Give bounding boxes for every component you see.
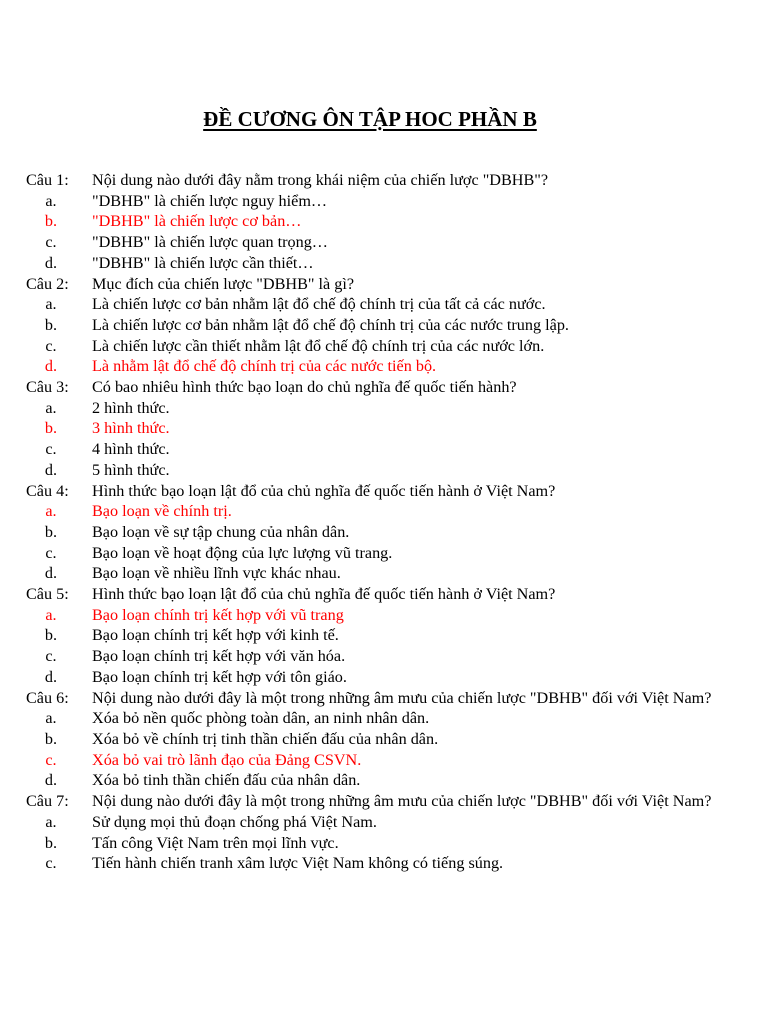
option-letter: a. (45, 812, 57, 831)
correct-answer-option (26, 605, 746, 626)
option-letter: c. (45, 750, 57, 769)
option-letter: b. (44, 419, 58, 438)
option-letter: a. (45, 605, 57, 624)
option-letter: d. (44, 564, 58, 583)
question-3 (26, 377, 746, 398)
option-text: Bạo loạn về sự tập chung của nhân dân. (92, 522, 350, 541)
option-letter: b. (44, 315, 58, 334)
option-text: Bạo loạn chính trị kết hợp với tôn giáo. (92, 667, 347, 686)
option-text: Xóa bỏ nền quốc phòng toàn dân, an ninh nhân dân. (92, 709, 430, 728)
option-text: Xóa bỏ về chính trị tinh thần chiến đấu của nhân dân. (92, 729, 439, 748)
question-text: Có bao nhiêu hình thức bạo loạn do chủ nghĩa đế quốc tiến hành? (92, 378, 517, 397)
question-4 (26, 481, 746, 502)
option-letter: c. (45, 336, 57, 355)
option-text: Là chiến lược cơ bản nhằm lật đổ chế độ chính trị của tất cả các nước. (92, 295, 546, 314)
question-number: Câu 3: (26, 378, 69, 397)
option-letter: c. (45, 854, 57, 873)
option-letter: a. (45, 398, 57, 417)
question-number: Câu 5: (26, 585, 69, 604)
question-6 (26, 688, 746, 709)
question-1 (26, 170, 746, 191)
answer-option (26, 253, 746, 274)
option-text: Bạo loạn về hoạt động của lực lượng vũ trang. (92, 543, 393, 562)
option-text: Là nhằm lật đổ chế độ chính trị của các nước tiến bộ. (92, 357, 437, 376)
answer-option (26, 729, 746, 750)
answer-option (26, 543, 746, 564)
option-letter: b. (44, 522, 58, 541)
option-text: Sử dụng mọi thủ đoạn chống phá Việt Nam. (92, 812, 377, 831)
option-text: "DBHB" là chiến lược nguy hiểm… (92, 191, 328, 210)
question-text: Nội dung nào dưới đây là một trong những âm mưu của chiến lược "DBHB" đối với Việt Nam? (92, 792, 712, 811)
option-text: 2 hình thức. (92, 398, 170, 417)
question-number: Câu 6: (26, 688, 69, 707)
answer-option (26, 232, 746, 253)
option-letter: b. (44, 729, 58, 748)
option-text: Bạo loạn chính trị kết hợp với kinh tế. (92, 626, 339, 645)
option-letter: a. (45, 502, 57, 521)
answer-option (26, 625, 746, 646)
question-number: Câu 7: (26, 792, 69, 811)
answer-option (26, 853, 746, 874)
option-letter: c. (45, 647, 57, 666)
answer-option (26, 812, 746, 833)
question-number: Câu 2: (26, 274, 69, 293)
question-text: Nội dung nào dưới đây là một trong những âm mưu của chiến lược "DBHB" đối với Việt Nam? (92, 688, 712, 707)
option-letter: b. (44, 626, 58, 645)
option-letter: b. (44, 212, 58, 231)
option-letter: d. (44, 460, 58, 479)
option-text: Bạo loạn về chính trị. (92, 502, 232, 521)
option-text: 3 hình thức. (92, 419, 170, 438)
option-letter: d. (44, 667, 58, 686)
option-letter: c. (45, 233, 57, 252)
option-text: "DBHB" là chiến lược quan trọng… (92, 233, 328, 252)
option-text: Tiến hành chiến tranh xâm lược Việt Nam không có tiếng súng. (92, 854, 504, 873)
question-5 (26, 584, 746, 605)
answer-option (26, 315, 746, 336)
option-text: 4 hình thức. (92, 440, 170, 459)
option-letter: d. (44, 771, 58, 790)
answer-option (26, 398, 746, 419)
question-text: Mục đích của chiến lược "DBHB" là gì? (92, 274, 355, 293)
option-text: Là chiến lược cần thiết nhằm lật đổ chế độ chính trị của các nước lớn. (92, 336, 545, 355)
option-letter: d. (44, 357, 58, 376)
option-letter: c. (45, 543, 57, 562)
option-text: 5 hình thức. (92, 460, 170, 479)
answer-option (26, 770, 746, 791)
option-text: Xóa bỏ tinh thần chiến đấu của nhân dân. (92, 771, 361, 790)
answer-option (26, 439, 746, 460)
question-number: Câu 4: (26, 481, 69, 500)
option-text: Là chiến lược cơ bản nhằm lật đổ chế độ chính trị của các nước trung lập. (92, 315, 569, 334)
option-letter: a. (45, 295, 57, 314)
answer-option (26, 667, 746, 688)
answer-option (26, 336, 746, 357)
correct-answer-option (26, 501, 746, 522)
question-text: Hình thức bạo loạn lật đổ của chủ nghĩa đế quốc tiến hành ở Việt Nam? (92, 585, 556, 604)
answer-option (26, 191, 746, 212)
option-text: Bạo loạn chính trị kết hợp với vũ trang (92, 605, 344, 624)
answer-option (26, 460, 746, 481)
answer-option (26, 563, 746, 584)
correct-answer-option (26, 356, 746, 377)
question-list (26, 170, 746, 874)
option-letter: a. (45, 709, 57, 728)
option-text: Bạo loạn về nhiều lĩnh vực khác nhau. (92, 564, 341, 583)
answer-option (26, 708, 746, 729)
answer-option (26, 294, 746, 315)
option-letter: d. (44, 253, 58, 272)
option-text: "DBHB" là chiến lược cơ bản… (92, 212, 302, 231)
question-7 (26, 791, 746, 812)
option-text: Tấn công Việt Nam trên mọi lĩnh vực. (92, 833, 339, 852)
answer-option (26, 646, 746, 667)
answer-option (26, 522, 746, 543)
option-text: "DBHB" là chiến lược cần thiết… (92, 253, 314, 272)
document-title: ĐỀ CƯƠNG ÔN TẬP HOC PHẦN B (203, 107, 537, 131)
correct-answer-option (26, 750, 746, 771)
option-letter: b. (44, 833, 58, 852)
question-number: Câu 1: (26, 171, 69, 189)
question-text: Hình thức bạo loạn lật đổ của chủ nghĩa đế quốc tiến hành ở Việt Nam? (92, 481, 556, 500)
question-text: Nội dung nào dưới đây nằm trong khái niệm của chiến lược "DBHB"? (92, 171, 549, 189)
option-text: Bạo loạn chính trị kết hợp với văn hóa. (92, 647, 346, 666)
option-text: Xóa bỏ vai trò lãnh đạo của Đảng CSVN. (92, 750, 362, 769)
question-2 (26, 274, 746, 295)
option-letter: a. (45, 191, 57, 210)
correct-answer-option (26, 418, 746, 439)
correct-answer-option (26, 211, 746, 232)
answer-option (26, 833, 746, 854)
option-letter: c. (45, 440, 57, 459)
